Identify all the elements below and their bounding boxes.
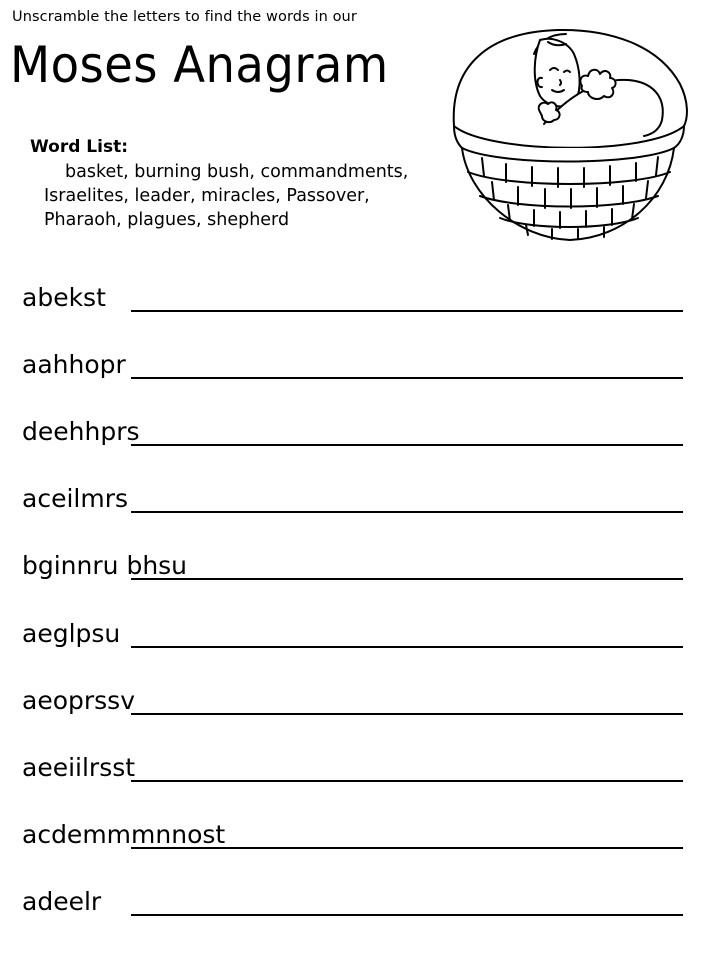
answer-line[interactable] xyxy=(131,780,683,782)
word-list-line: Israelites, leader, miracles, Passover, xyxy=(44,186,370,206)
scrambled-word: aeoprssv xyxy=(22,686,135,715)
anagram-row xyxy=(0,350,718,410)
scrambled-word: bginnru bhsu xyxy=(22,551,188,580)
scrambled-word: aceilmrs xyxy=(22,484,128,513)
scrambled-word: abekst xyxy=(22,283,106,312)
anagram-row xyxy=(0,551,718,611)
instruction-text: Unscramble the letters to find the words in our xyxy=(12,9,357,25)
word-list-line: Pharaoh, plagues, shepherd xyxy=(44,210,290,230)
anagram-row xyxy=(0,686,718,746)
answer-line[interactable] xyxy=(131,646,683,648)
word-list-heading: Word List: xyxy=(30,137,128,157)
scrambled-word: aeeiilrsst xyxy=(22,753,136,782)
scrambled-word: deehhprs xyxy=(22,417,140,446)
anagram-row xyxy=(0,820,718,880)
anagram-row xyxy=(0,484,718,544)
answer-line[interactable] xyxy=(131,713,683,715)
answer-line[interactable] xyxy=(131,377,683,379)
scrambled-word: acdemmmnnost xyxy=(22,820,226,849)
anagram-row xyxy=(0,887,718,947)
answer-line[interactable] xyxy=(131,444,683,446)
word-list-line: basket, burning bush, commandments, xyxy=(65,162,409,182)
scrambled-word: adeelr xyxy=(22,887,102,916)
anagram-row xyxy=(0,283,718,343)
scrambled-word: aahhopr xyxy=(22,350,126,379)
answer-line[interactable] xyxy=(131,578,683,580)
anagram-row xyxy=(0,753,718,813)
answer-line[interactable] xyxy=(131,511,683,513)
anagram-row xyxy=(0,619,718,679)
scrambled-word: aeglpsu xyxy=(22,619,121,648)
anagram-row xyxy=(0,417,718,477)
answer-line[interactable] xyxy=(131,310,683,312)
page-title: Moses Anagram xyxy=(10,36,389,94)
answer-line[interactable] xyxy=(131,914,683,916)
